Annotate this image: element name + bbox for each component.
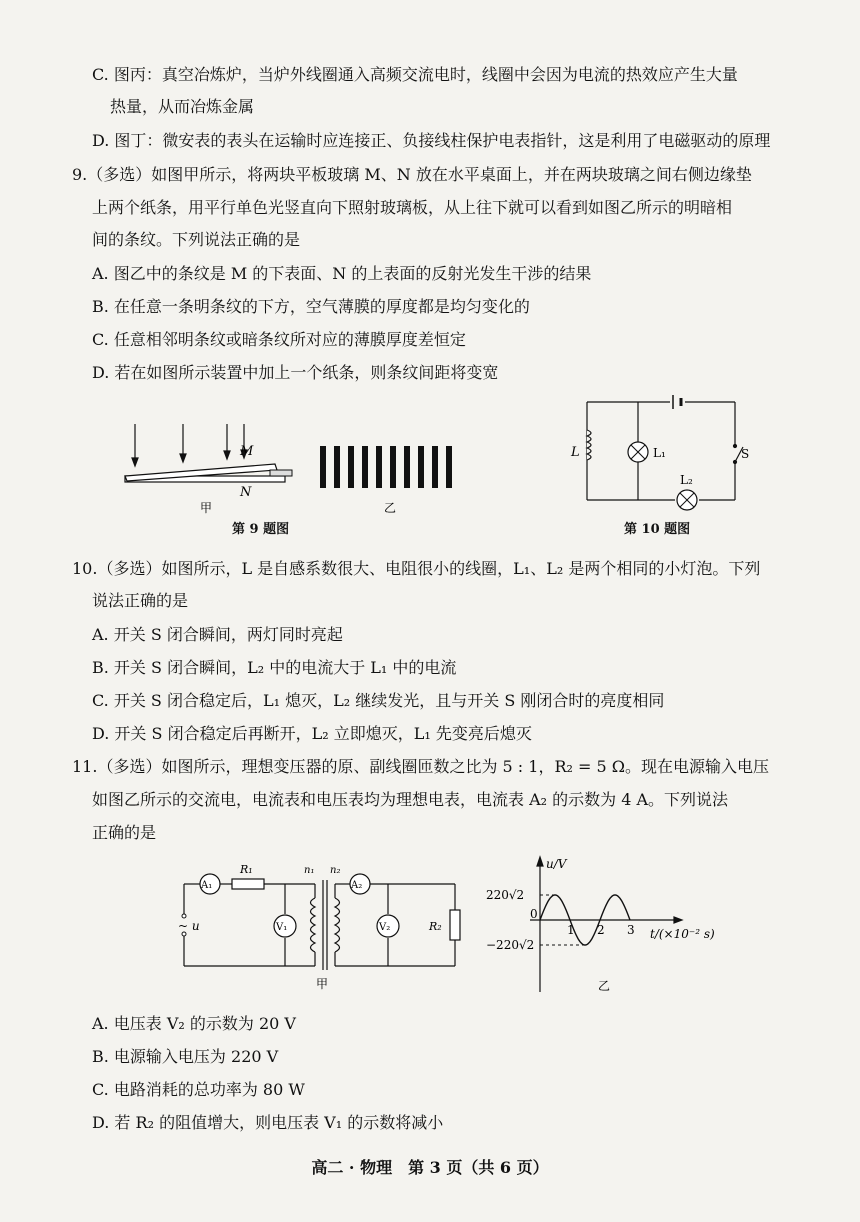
lamp-l2 — [677, 490, 697, 510]
interference-fringes — [320, 446, 452, 488]
page-footer: 高二 · 物理 第 3 页（共 6 页） — [311, 1158, 549, 1177]
q11-stem-line1: 11.（多选）如图所示，理想变压器的原、副线圈匝数之比为 5 : 1，R₂ = 5 Ω。现在电源输入电压 — [72, 757, 770, 776]
q10-option-d: D. 开关 S 闭合稳定后再断开，L₂ 立即熄灭，L₁ 先变亮后熄灭 — [92, 724, 532, 743]
label-r1: R₁ — [240, 863, 253, 876]
q8-option-c-line1: C. 图丙：真空冶炼炉，当炉外线圈通入高频交流电时，线圈中会因为电流的热效应产生大量 — [92, 65, 738, 84]
label-v1: V₁ — [276, 922, 288, 933]
label-n1: n₁ — [304, 865, 315, 876]
inductor-coil — [587, 430, 591, 460]
label-m: M — [240, 444, 254, 459]
q8-option-d: D. 图丁：微安表的表头在运输时应连接正、负接线柱保护电表指针，这是利用了电磁驱动的原理 — [92, 131, 771, 150]
origin-label: 0 — [530, 907, 538, 921]
fig-yi-label: 乙 — [384, 501, 397, 515]
q9-stem-line1: 9.（多选）如图甲所示，将两块平板玻璃 M、N 放在水平桌面上，并在两块玻璃之间右侧边缘垫 — [72, 165, 752, 184]
secondary-coil — [335, 898, 340, 952]
q9-stem-line2: 上两个纸条，用平行单色光竖直向下照射玻璃板，从上往下就可以看到如图乙所示的明暗相 — [92, 198, 733, 217]
q10-figure — [565, 392, 755, 512]
label-l1: L₁ — [653, 446, 666, 460]
q10-caption: 第 10 题图 — [624, 522, 691, 537]
lamp-l1 — [628, 442, 648, 462]
q11-option-c: C. 电路消耗的总功率为 80 W — [92, 1080, 305, 1099]
q10-option-c: C. 开关 S 闭合稳定后，L₁ 熄灭，L₂ 继续发光，且与开关 S 刚闭合时的亮度相同 — [92, 691, 665, 710]
tick-3: 3 — [627, 923, 635, 937]
resistor-r1 — [232, 879, 264, 889]
x-axis-label: t/(×10⁻² s) — [650, 927, 715, 941]
label-l: L — [571, 445, 580, 460]
q10-option-b: B. 开关 S 闭合瞬间，L₂ 中的电流大于 L₁ 中的电流 — [92, 658, 457, 677]
q9-option-d: D. 若在如图所示装置中加上一个纸条，则条纹间距将变宽 — [92, 363, 499, 382]
label-v2: V₂ — [379, 922, 391, 933]
q10-stem-line1: 10.（多选）如图所示，L 是自感系数很大、电阻很小的线圈，L₁、L₂ 是两个相同的小灯泡。下列 — [72, 559, 761, 578]
tick-2: 2 — [597, 923, 605, 937]
label-r2: R₂ — [429, 920, 442, 933]
q11-circuit-figure — [170, 858, 470, 993]
q11-voltage-graph — [480, 852, 740, 997]
q9-stem-line3: 间的条纹。下列说法正确的是 — [92, 230, 301, 249]
fig-yi-label: 乙 — [598, 979, 611, 993]
label-a1: A₁ — [201, 880, 213, 891]
tick-1: 1 — [567, 923, 575, 937]
q11-stem-line3: 正确的是 — [92, 823, 157, 842]
q11-option-d: D. 若 R₂ 的阻值增大，则电压表 V₁ 的示数将减小 — [92, 1113, 444, 1132]
q11-option-a: A. 电压表 V₂ 的示数为 20 V — [92, 1014, 296, 1033]
paper-strip — [270, 470, 292, 476]
battery — [673, 395, 681, 409]
y-axis-label: u/V — [546, 857, 567, 871]
q9-option-b: B. 在任意一条明条纹的下方，空气薄膜的厚度都是均匀变化的 — [92, 297, 530, 316]
q9-figure — [110, 420, 470, 520]
q8-option-c-line2: 热量，从而冶炼金属 — [110, 97, 255, 116]
light-rays — [132, 424, 247, 466]
q9-option-c: C. 任意相邻明条纹或暗条纹所对应的薄膜厚度差恒定 — [92, 330, 466, 349]
fig-jia-label: 甲 — [200, 501, 213, 515]
source-terminal-top — [182, 914, 186, 918]
label-l2: L₂ — [680, 473, 693, 487]
label-n2: n₂ — [330, 865, 341, 876]
y-max-label: 220√2 — [486, 888, 525, 902]
q11-option-b: B. 电源输入电压为 220 V — [92, 1047, 279, 1066]
fig-jia-label: 甲 — [316, 977, 329, 991]
resistor-r2 — [450, 910, 460, 940]
q9-option-a: A. 图乙中的条纹是 M 的下表面、N 的上表面的反射光发生干涉的结果 — [92, 264, 592, 283]
y-min-label: −220√2 — [486, 938, 535, 952]
q10-stem-line2: 说法正确的是 — [92, 591, 189, 610]
q11-stem-line2: 如图乙所示的交流电，电流表和电压表均为理想电表，电流表 A₂ 的示数为 4 A。下列说法 — [92, 790, 729, 809]
primary-coil — [311, 898, 316, 952]
q9-caption: 第 9 题图 — [232, 522, 290, 537]
label-a2: A₂ — [351, 880, 363, 891]
label-n: N — [240, 485, 252, 500]
label-s: S — [741, 447, 750, 461]
q10-option-a: A. 开关 S 闭合瞬间，两灯同时亮起 — [92, 625, 343, 644]
source-label: ~ u — [178, 919, 200, 933]
